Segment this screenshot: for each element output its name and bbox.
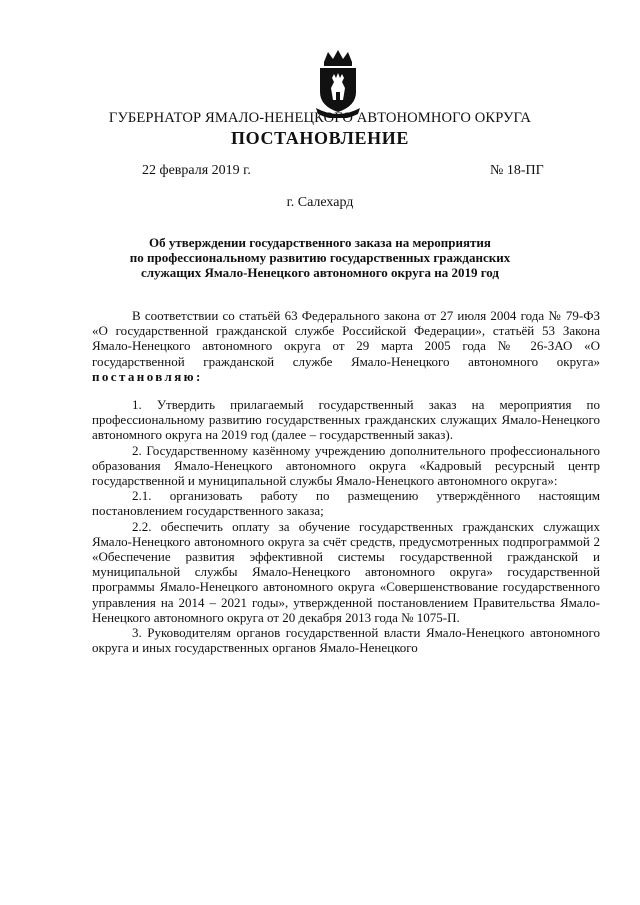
preamble-text: В соответствии со статьёй 63 Федерального закона от 27 июля 2004 года № 79-ФЗ «О государственной гражданской службе Российской Федерации», статьёй 53 Закона Ямало-Ненецкого автономного округа от 29 марта 2005 года № 26-ЗАО «О государственной гражданской службе Ямало-Ненецкого автономного округа» <box>92 308 600 369</box>
paragraph-2-2: 2.2. обеспечить оплату за обучение государственных гражданских служащих Ямало-Ненецкого автономного округа за счёт средств, предусмотренных подпрограммой 2 «Обеспечение развития эффективной системы государственной гражданской и муниципальной службы Ямало-Ненецкого автономного округа» государственной программы Ямало-Ненецкого автономного округа «Совершенствование государственного управления на 2014 – 2021 годы», утвержденной постановлением Правительства Ямало-Ненецкого автономного округа от 20 декабря 2013 года № 1075-П. <box>92 518 600 625</box>
title-line: по профессиональному развитию государственных гражданских <box>129 250 511 265</box>
document-title <box>100 235 540 280</box>
preamble-paragraph <box>92 308 600 384</box>
title-line: Об утверждении государственного заказа на мероприятия <box>149 235 491 250</box>
paragraph-1: 1. Утвердить прилагаемый государственный заказ на мероприятия по профессиональному развитию государственных гражданских служащих Ямало-Ненецкого автономного округа на 2019 год (далее – государственный заказ). <box>92 397 600 443</box>
document-type: ПОСТАНОВЛЕНИЕ <box>231 128 409 148</box>
resolve-word: постановляю: <box>92 368 203 384</box>
document-date: 22 февраля 2019 г. <box>142 163 251 178</box>
coat-of-arms-icon <box>312 48 364 118</box>
document-body <box>92 308 600 655</box>
paragraph-2: 2. Государственному казённому учреждению дополнительного профессионального образования Ямало-Ненецкого автономного округа «Кадровый ресурсный центр государственной и муниципальной службы Ямало-Ненецкого автономного округа»: <box>92 442 600 489</box>
paragraph-3: 3. Руководителям органов государственной власти Ямало-Ненецкого автономного округа и иных государственных органов Ямало-Ненецкого <box>92 625 600 656</box>
document-city: г. Салехард <box>286 195 354 210</box>
issuing-authority: ГУБЕРНАТОР ЯМАЛО-НЕНЕЦКОГО АВТОНОМНОГО ОКРУГА <box>108 110 532 126</box>
paragraph-2-1: 2.1. организовать работу по размещению утверждённого настоящим постановлением государственного заказа; <box>92 488 600 519</box>
title-line: служащих Ямало-Ненецкого автономного округа на 2019 год <box>140 265 499 280</box>
document-number: № 18-ПГ <box>490 163 544 178</box>
